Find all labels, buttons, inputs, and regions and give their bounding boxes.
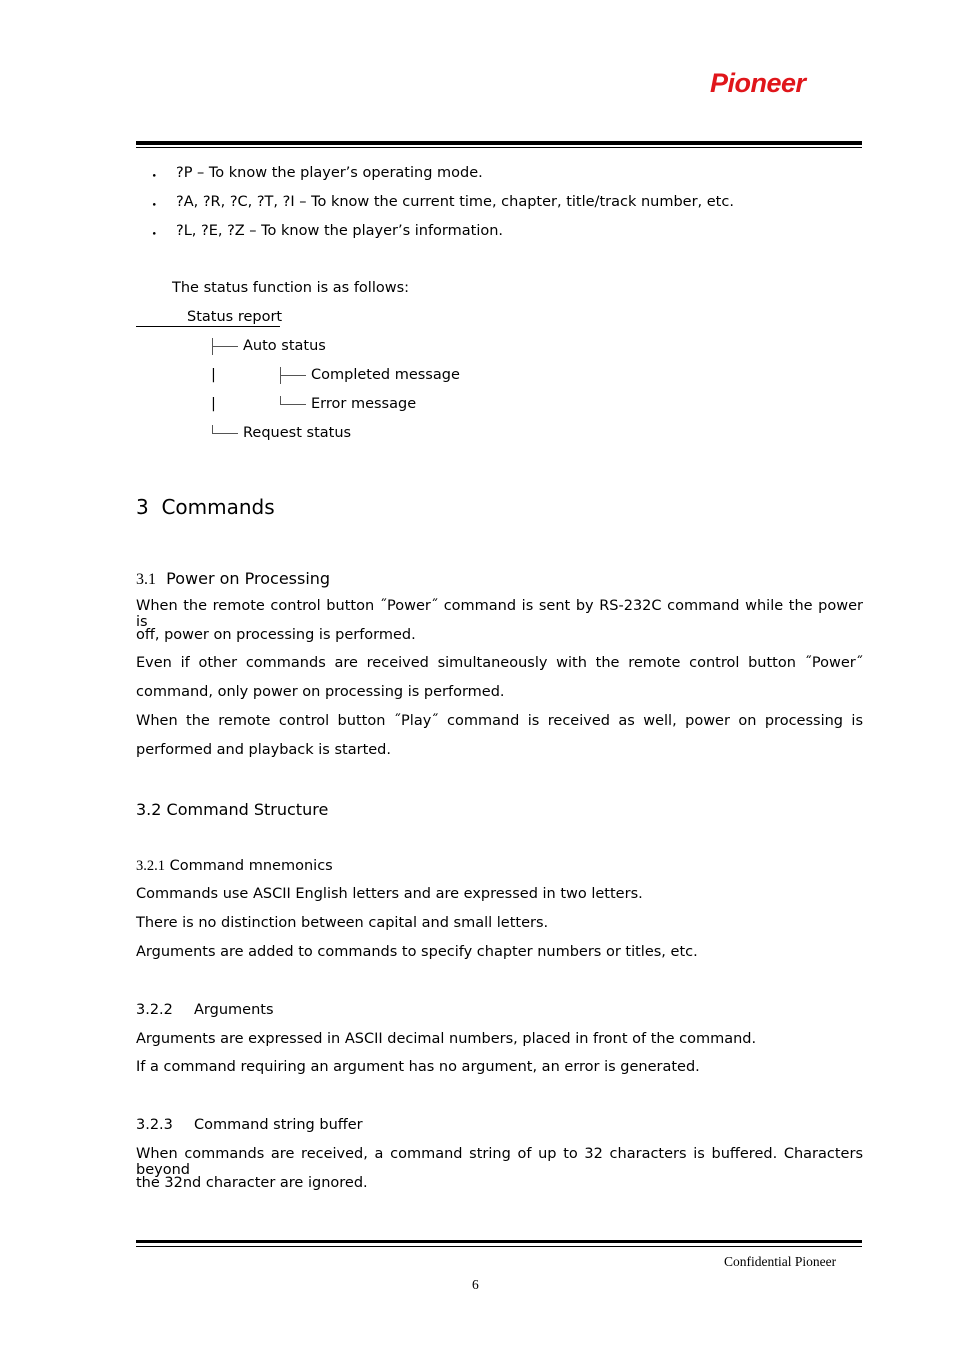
footer-rule-thick xyxy=(136,1240,862,1243)
section-3-2-1-heading xyxy=(136,858,333,875)
section-3-2-2-heading xyxy=(136,1002,274,1018)
bullet-marker: ・ xyxy=(147,169,162,185)
tree-connector xyxy=(212,425,213,433)
bullet-item: ?A, ?R, ?C, ?T, ?I – To know the current time, chapter, title/track number, etc. xyxy=(176,194,734,210)
tree-connector xyxy=(212,433,238,434)
footer-rule-thin xyxy=(136,1246,862,1247)
paragraph-line: Arguments are added to commands to specify chapter numbers or titles, etc. xyxy=(136,944,698,960)
tree-error-message: Error message xyxy=(311,396,417,412)
paragraph-line: off, power on processing is performed. xyxy=(136,627,416,643)
section-3-2-heading: 3.2 Command Structure xyxy=(136,800,329,819)
paragraph-line: Commands use ASCII English letters and are expressed in two letters. xyxy=(136,886,643,902)
section-number: 3.1 xyxy=(136,571,156,588)
tree-connector xyxy=(280,375,306,376)
tree-completed-message: Completed message xyxy=(311,367,460,383)
paragraph-line: Even if other commands are received simultaneously with the remote control button ˝Power˝ xyxy=(136,655,863,671)
page-number: 6 xyxy=(472,1277,479,1292)
bullet-marker: ・ xyxy=(147,227,162,243)
bullet-marker: ・ xyxy=(147,198,162,214)
header-rule-thick xyxy=(136,141,862,145)
paragraph-line: Arguments are expressed in ASCII decimal numbers, placed in front of the command. xyxy=(136,1031,757,1047)
bullet-item: ?L, ?E, ?Z – To know the player’s information. xyxy=(176,223,504,239)
section-title: Arguments xyxy=(194,1002,274,1018)
section-title: Command string buffer xyxy=(194,1117,363,1133)
section-number: 3.2.1 xyxy=(136,858,165,874)
paragraph-line: command, only power on processing is performed. xyxy=(136,684,505,700)
section-title: Commands xyxy=(161,495,275,519)
header-rule-thin xyxy=(136,147,862,148)
footer-confidential: Confidential Pioneer xyxy=(724,1254,837,1269)
tree-bar: | xyxy=(211,396,216,412)
section-number: 3.2.2 xyxy=(136,1002,173,1018)
paragraph-line: When the remote control button ˝Play˝ command is received as well, power on processing is xyxy=(136,713,863,729)
pioneer-logo: Pioneer xyxy=(710,68,806,98)
paragraph-line: If a command requiring an argument has no argument, an error is generated. xyxy=(136,1059,700,1075)
tree-connector xyxy=(280,404,306,405)
paragraph-line: performed and playback is started. xyxy=(136,742,391,758)
section-title: Power on Processing xyxy=(166,569,331,588)
tree-root: Status report xyxy=(187,309,283,325)
section-3-1-heading xyxy=(136,569,330,589)
tree-auto-status: Auto status xyxy=(243,338,326,354)
section-3-2-3-heading xyxy=(136,1117,363,1133)
tree-connector xyxy=(212,346,238,347)
status-intro: The status function is as follows: xyxy=(172,280,410,296)
section-3-heading xyxy=(136,495,275,519)
tree-request-status: Request status xyxy=(243,425,352,441)
section-title: Command mnemonics xyxy=(169,858,333,874)
paragraph-line: the 32nd character are ignored. xyxy=(136,1175,368,1191)
section-number: 3 xyxy=(136,495,149,519)
paragraph-line: There is no distinction between capital and small letters. xyxy=(136,915,549,931)
tree-connector xyxy=(280,396,281,404)
paragraph-line: When the remote control button ˝Power˝ command is sent by RS-232C command while the power is xyxy=(136,598,863,630)
bullet-item: ?P – To know the player’s operating mode. xyxy=(176,165,483,181)
paragraph-line: When commands are received, a command string of up to 32 characters is buffered. Characters beyond xyxy=(136,1146,863,1178)
section-number: 3.2.3 xyxy=(136,1117,173,1133)
tree-bar: | xyxy=(211,367,216,383)
